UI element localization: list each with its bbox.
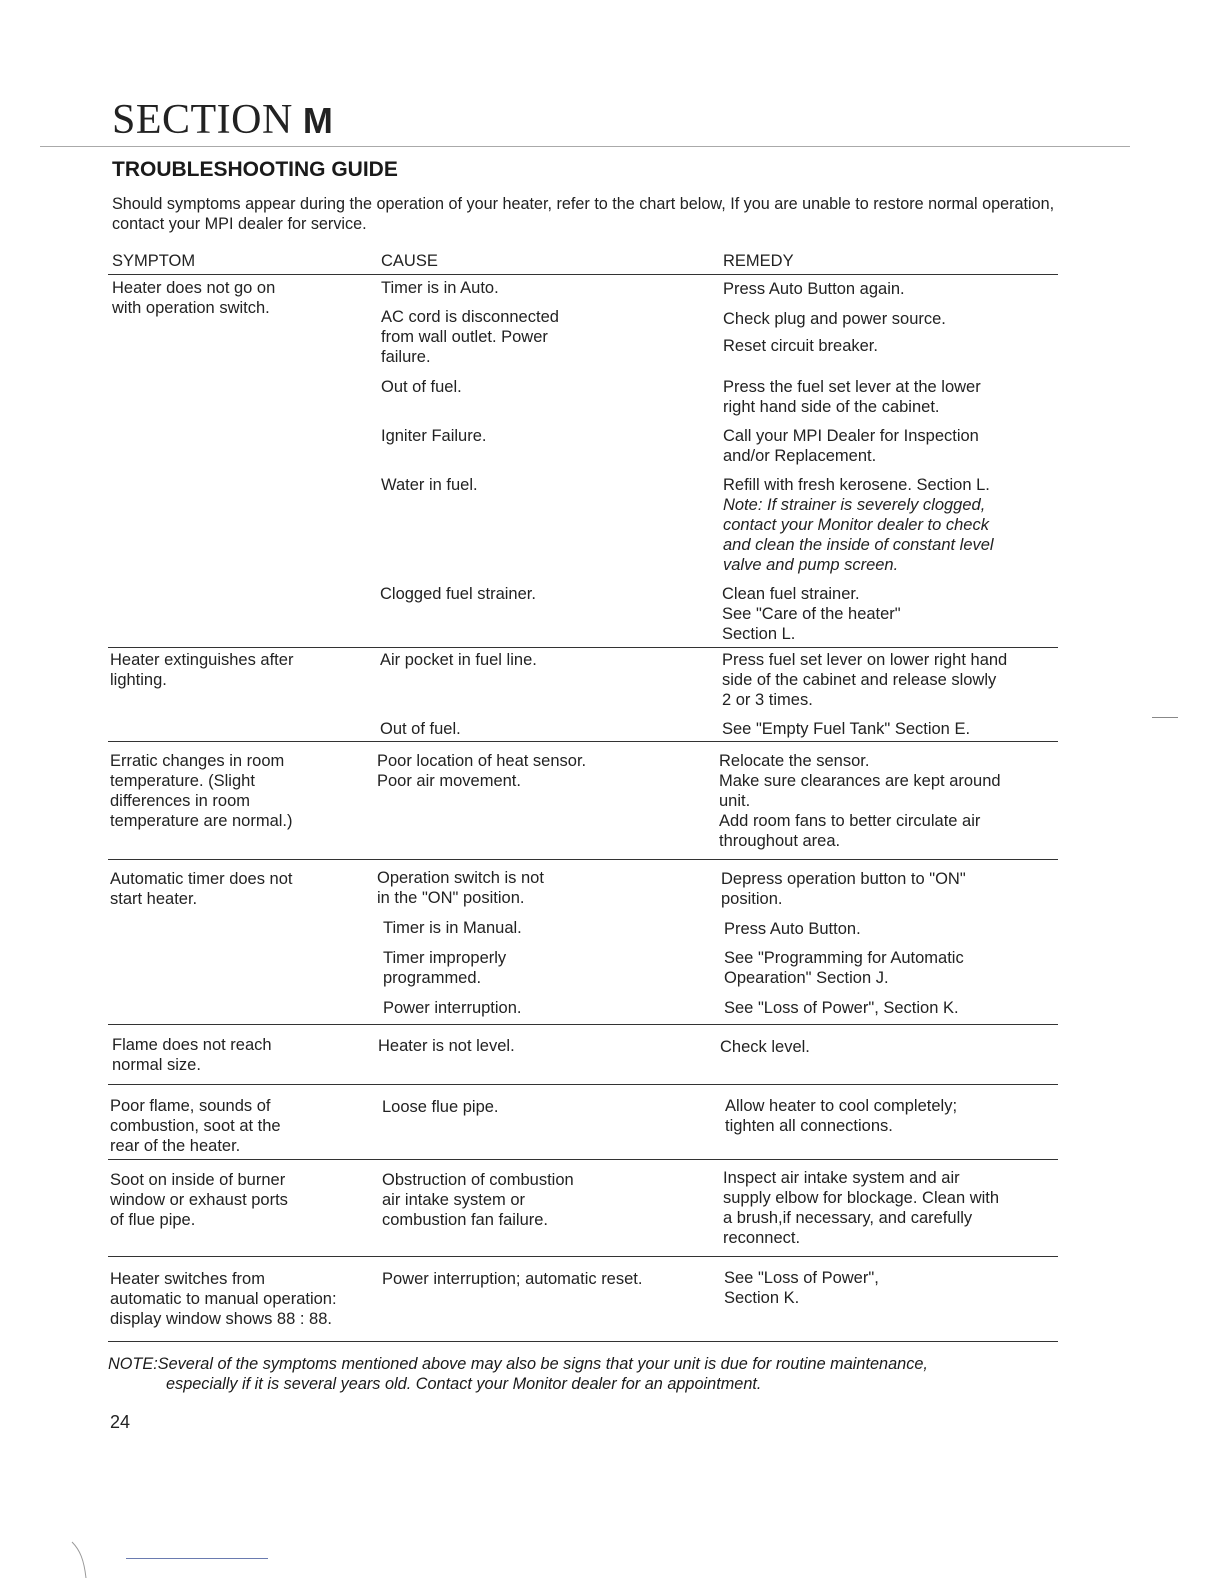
cell-line: Clean fuel strainer. xyxy=(722,585,860,603)
cell-line: Timer is in Manual. xyxy=(383,919,522,937)
cause-cell xyxy=(383,998,522,1018)
remedy-cell xyxy=(724,948,964,988)
cell-line: Note: If strainer is severely clogged, xyxy=(723,496,986,514)
symptom-cell xyxy=(110,1269,337,1329)
cell-line: Press Auto Button again. xyxy=(723,280,905,298)
cell-line: rear of the heater. xyxy=(110,1137,241,1155)
cell-line: Heater switches from xyxy=(110,1270,265,1288)
cell-line: programmed. xyxy=(383,969,482,987)
cell-line: AC cord is disconnected xyxy=(381,308,559,326)
remedy-cell xyxy=(723,475,990,495)
cell-line: Igniter Failure. xyxy=(381,427,487,445)
row-divider xyxy=(108,1159,1058,1160)
cell-line: start heater. xyxy=(110,890,198,908)
cell-line: Operation switch is not xyxy=(377,869,544,887)
row-divider xyxy=(108,859,1058,860)
remedy-cell xyxy=(725,1096,957,1136)
symptom-cell xyxy=(112,278,275,318)
row-divider xyxy=(108,1084,1058,1085)
cell-line: Power interruption; automatic reset. xyxy=(382,1270,643,1288)
cause-cell xyxy=(382,1269,642,1289)
remedy-note xyxy=(723,495,994,575)
row-divider xyxy=(108,1256,1058,1257)
cell-line: Refill with fresh kerosene. Section L. xyxy=(723,476,990,494)
cell-line: Add room fans to better circulate air xyxy=(719,812,981,830)
cell-line: Heater extinguishes after xyxy=(110,651,294,669)
cell-line: right hand side of the cabinet. xyxy=(723,398,940,416)
corner-mark xyxy=(70,1540,88,1580)
cause-cell xyxy=(383,948,506,988)
cell-line: display window shows 88 : 88. xyxy=(110,1310,332,1328)
cell-line: throughout area. xyxy=(719,832,841,850)
cell-line: Call your MPI Dealer for Inspection xyxy=(723,427,979,445)
guide-heading: TROUBLESHOOTING GUIDE xyxy=(112,158,398,181)
cause-cell xyxy=(381,426,486,446)
title-rule xyxy=(40,146,1130,147)
cell-line: Press fuel set lever on lower right hand xyxy=(722,651,1008,669)
cell-line: window or exhaust ports xyxy=(110,1191,288,1209)
cell-line: temperature are normal.) xyxy=(110,812,293,830)
cell-line: Check plug and power source. xyxy=(723,310,946,328)
symptom-cell xyxy=(110,650,293,690)
cell-line: contact your Monitor dealer to check xyxy=(723,516,989,534)
cell-line: Poor air movement. xyxy=(377,772,521,790)
remedy-cell xyxy=(722,584,901,644)
header-rule xyxy=(108,274,1058,275)
cell-line: Section K. xyxy=(724,1289,800,1307)
bottom-mark xyxy=(126,1558,268,1559)
cell-line: unit. xyxy=(719,792,751,810)
cell-line: combustion fan failure. xyxy=(382,1211,549,1229)
remedy-cell xyxy=(724,919,861,939)
remedy-cell xyxy=(719,751,1001,851)
cell-line: Obstruction of combustion xyxy=(382,1171,574,1189)
section-letter: M xyxy=(302,100,333,141)
footnote xyxy=(108,1354,1068,1394)
cell-line: Erratic changes in room xyxy=(110,752,285,770)
cell-line: Opearation" Section J. xyxy=(724,969,889,987)
cell-line: Soot on inside of burner xyxy=(110,1171,286,1189)
cell-line: Press Auto Button. xyxy=(724,920,861,938)
table-bottom-rule xyxy=(108,1341,1058,1342)
cell-line: Timer improperly xyxy=(383,949,507,967)
cell-line: See "Care of the heater" xyxy=(722,605,901,623)
cell-line: Section L. xyxy=(722,625,796,643)
column-header-cause: CAUSE xyxy=(381,252,438,270)
cause-cell xyxy=(381,307,559,367)
footnote-line: especially if it is several years old. Contact your Monitor dealer for an appointment. xyxy=(166,1375,762,1393)
symptom-cell xyxy=(112,1035,272,1075)
cell-line: Water in fuel. xyxy=(381,476,478,494)
remedy-cell xyxy=(723,377,981,417)
cell-line: Press the fuel set lever at the lower xyxy=(723,378,981,396)
remedy-cell xyxy=(722,650,1007,710)
cell-line: automatic to manual operation: xyxy=(110,1290,337,1308)
cell-line: air intake system or xyxy=(382,1191,526,1209)
remedy-cell xyxy=(723,1168,999,1248)
cause-cell xyxy=(378,1036,515,1056)
cause-cell xyxy=(383,918,522,938)
cell-line: position. xyxy=(721,890,783,908)
cell-line: Depress operation button to "ON" xyxy=(721,870,966,888)
remedy-cell xyxy=(723,426,979,466)
section-title xyxy=(112,96,333,144)
cause-cell xyxy=(381,377,462,397)
cell-line: Loose flue pipe. xyxy=(382,1098,499,1116)
cell-line: from wall outlet. Power xyxy=(381,328,548,346)
row-divider xyxy=(108,647,1058,648)
cell-line: reconnect. xyxy=(723,1229,801,1247)
cell-line: in the "ON" position. xyxy=(377,889,525,907)
margin-mark xyxy=(1152,717,1178,718)
cell-line: combustion, soot at the xyxy=(110,1117,281,1135)
remedy-cell xyxy=(723,336,878,356)
remedy-cell xyxy=(723,309,946,329)
symptom-cell xyxy=(110,1096,281,1156)
cell-line: Relocate the sensor. xyxy=(719,752,870,770)
symptom-cell xyxy=(110,1170,288,1230)
cause-cell xyxy=(382,1097,499,1117)
cell-line: normal size. xyxy=(112,1056,201,1074)
symptom-cell xyxy=(110,869,293,909)
remedy-cell xyxy=(724,1268,879,1308)
cell-line: Heater does not go on xyxy=(112,279,276,297)
cell-line: See "Loss of Power", Section K. xyxy=(724,999,959,1017)
cause-cell xyxy=(377,868,544,908)
cause-cell xyxy=(377,751,586,791)
cell-line: and clean the inside of constant level xyxy=(723,536,994,554)
cell-line: Check level. xyxy=(720,1038,810,1056)
cell-line: Timer is in Auto. xyxy=(381,279,499,297)
cell-line: tighten all connections. xyxy=(725,1117,893,1135)
cell-line: Inspect air intake system and air xyxy=(723,1169,960,1187)
remedy-cell xyxy=(724,998,959,1018)
cell-line: Reset circuit breaker. xyxy=(723,337,878,355)
page-number: 24 xyxy=(110,1412,131,1432)
cell-line: supply elbow for blockage. Clean with xyxy=(723,1189,1000,1207)
intro-paragraph: Should symptoms appear during the operation of your heater, refer to the chart below, If you are unable to restore normal operation, contact your MPI dealer for service. xyxy=(112,195,1055,233)
cell-line: 2 or 3 times. xyxy=(722,691,813,709)
remedy-cell xyxy=(720,1037,810,1057)
cell-line: temperature. (Slight xyxy=(110,772,255,790)
footnote-line: NOTE:Several of the symptoms mentioned above may also be signs that your unit is due for routine maintenance, xyxy=(108,1355,928,1373)
remedy-cell xyxy=(721,869,966,909)
cell-line: See "Loss of Power", xyxy=(724,1269,879,1287)
cause-cell xyxy=(381,278,499,298)
cause-cell xyxy=(380,719,461,739)
remedy-cell xyxy=(722,719,970,739)
cell-line: See "Empty Fuel Tank" Section E. xyxy=(722,720,971,738)
cell-line: Clogged fuel strainer. xyxy=(380,585,536,603)
cell-line: lighting. xyxy=(110,671,167,689)
row-divider xyxy=(108,1024,1058,1025)
cause-cell xyxy=(382,1170,574,1230)
cause-cell xyxy=(380,650,537,670)
cell-line: Air pocket in fuel line. xyxy=(380,651,537,669)
cell-line: Automatic timer does not xyxy=(110,870,293,888)
section-word: SECTION xyxy=(112,97,293,143)
row-divider xyxy=(108,741,1058,742)
cell-line: side of the cabinet and release slowly xyxy=(722,671,997,689)
cell-line: failure. xyxy=(381,348,431,366)
cell-line: differences in room xyxy=(110,792,251,810)
cell-line: Poor flame, sounds of xyxy=(110,1097,271,1115)
cell-line: Heater is not level. xyxy=(378,1037,515,1055)
cell-line: Out of fuel. xyxy=(381,378,462,396)
cell-line: Allow heater to cool completely; xyxy=(725,1097,958,1115)
cell-line: Power interruption. xyxy=(383,999,522,1017)
symptom-cell xyxy=(110,751,293,831)
cell-line: See "Programming for Automatic xyxy=(724,949,964,967)
cell-line: with operation switch. xyxy=(112,299,270,317)
column-header-remedy: REMEDY xyxy=(723,252,794,270)
cell-line: Flame does not reach xyxy=(112,1036,272,1054)
cell-line: Poor location of heat sensor. xyxy=(377,752,587,770)
column-header-symptom: SYMPTOM xyxy=(112,252,196,270)
cause-cell xyxy=(380,584,536,604)
cell-line: of flue pipe. xyxy=(110,1211,196,1229)
cell-line: Make sure clearances are kept around xyxy=(719,772,1001,790)
cell-line: valve and pump screen. xyxy=(723,556,899,574)
remedy-cell xyxy=(723,279,905,299)
cell-line: a brush,if necessary, and carefully xyxy=(723,1209,973,1227)
cause-cell xyxy=(381,475,478,495)
cell-line: Out of fuel. xyxy=(380,720,461,738)
cell-line: and/or Replacement. xyxy=(723,447,877,465)
